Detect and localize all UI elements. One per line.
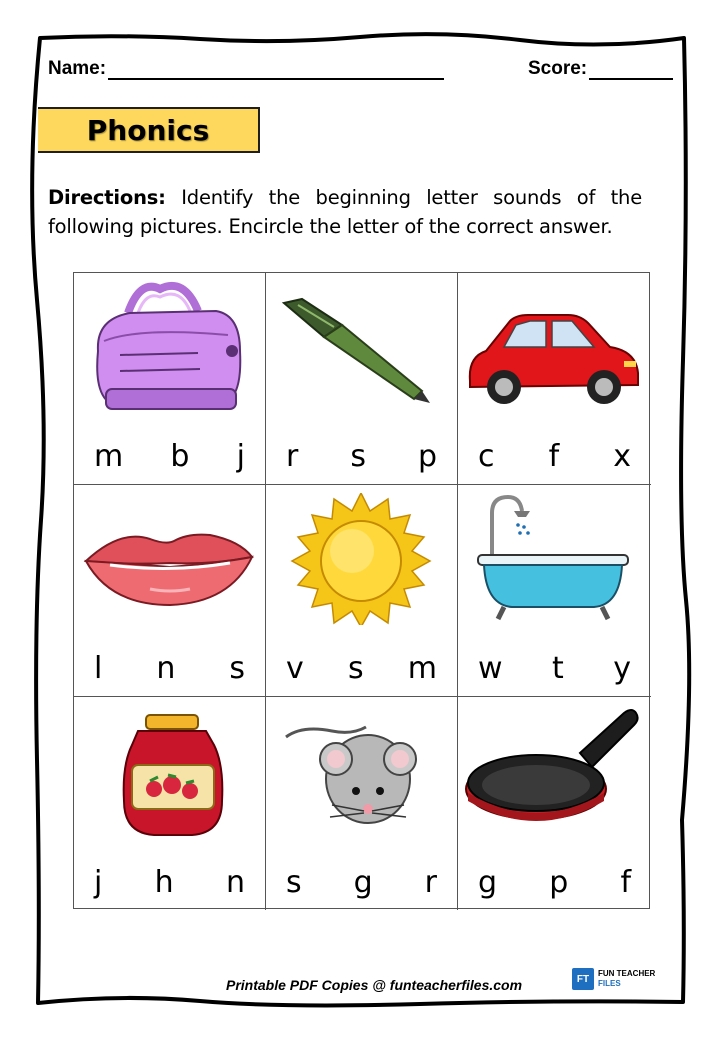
letter-options [266,439,457,474]
letter-options [74,651,265,686]
lips-icon [80,493,258,625]
logo-line2: FILES [598,979,621,988]
letter-option[interactable]: j [236,439,245,474]
letter-option[interactable]: f [548,439,560,474]
logo-mark: FT [572,968,594,990]
letter-option[interactable]: r [286,439,299,474]
letter-options [266,651,457,686]
letter-option[interactable]: n [156,651,176,686]
letter-option[interactable]: r [424,865,437,900]
mouse-icon [272,705,450,837]
bathtub-icon [464,493,642,625]
letter-option[interactable]: p [549,865,569,900]
directions-label: Directions: [48,186,166,209]
letter-option[interactable]: g [353,865,373,900]
letter-option[interactable]: n [225,865,245,900]
grid-cell [74,485,266,697]
letter-option[interactable]: m [94,439,124,474]
grid-cell [266,697,458,910]
picture-grid [73,272,650,909]
logo-text [598,969,655,989]
letter-option[interactable]: m [407,651,437,686]
letter-option[interactable]: c [478,439,495,474]
pan-icon [464,705,642,837]
score-field[interactable] [528,58,673,80]
grid-cell [74,273,266,485]
logo-line1: FUN TEACHER [598,969,656,978]
letter-option[interactable]: x [613,439,631,474]
letter-option[interactable]: p [417,439,437,474]
grid-cell [266,485,458,697]
jam-jar-icon [80,705,258,837]
letter-option[interactable]: h [154,865,174,900]
publisher-logo [572,968,655,990]
directions [48,183,642,241]
grid-cell [458,697,651,910]
letter-option[interactable]: l [94,651,103,686]
letter-option[interactable]: v [286,651,304,686]
letter-option[interactable]: y [613,651,631,686]
letter-options [458,865,651,900]
sun-icon [272,493,450,625]
grid-cell [74,697,266,910]
directions-text: Identify the beginning letter sounds of the following pictures. Encircle the letter of the correct answer. [48,186,642,238]
letter-option[interactable]: g [478,865,498,900]
bag-icon [80,281,258,413]
grid-cell [458,485,651,697]
footer-text: Printable PDF Copies @ funteacherfiles.com [226,977,523,993]
letter-option[interactable]: t [552,651,564,686]
letter-options [74,865,265,900]
letter-options [458,651,651,686]
letter-options [458,439,651,474]
grid-cell [458,273,651,485]
name-label: Name: [48,58,107,79]
letter-option[interactable]: j [94,865,103,900]
letter-option[interactable]: s [347,651,364,686]
letter-option[interactable]: s [286,865,302,900]
score-blank[interactable] [589,58,673,80]
score-label: Score: [528,58,588,79]
car-icon [464,281,642,413]
letter-option[interactable]: f [620,865,631,900]
worksheet-title: Phonics [38,107,260,153]
letter-options [266,865,457,900]
letter-option[interactable]: s [350,439,366,474]
pen-icon [272,281,450,413]
letter-option[interactable]: b [170,439,190,474]
letter-option[interactable]: w [478,651,503,686]
name-field[interactable] [48,58,444,80]
letter-options [74,439,265,474]
name-blank[interactable] [108,58,444,80]
grid-cell [266,273,458,485]
letter-option[interactable]: s [229,651,245,686]
